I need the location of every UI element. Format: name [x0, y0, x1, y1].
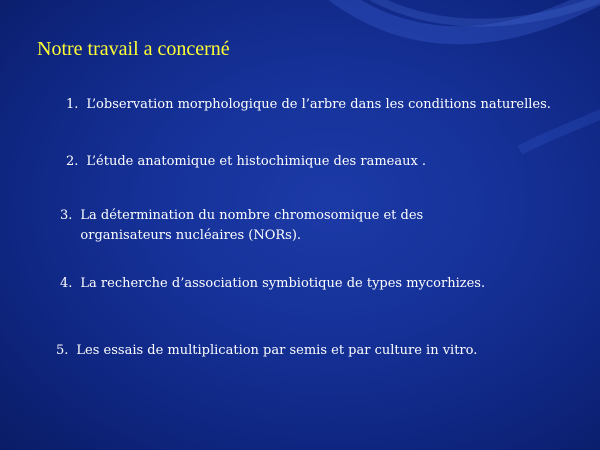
list-item-4 — [60, 274, 485, 294]
list-item-text: L’étude anatomique et histochimique des rameaux . — [86, 154, 427, 169]
list-item-number: 2. — [66, 154, 79, 169]
list-item-number: 5. — [56, 343, 69, 358]
list-item-text: L’observation morphologique de l’arbre dans les conditions naturelles. — [86, 97, 551, 112]
list-item-5 — [56, 341, 477, 361]
list-item-number: 4. — [60, 276, 73, 291]
list-item-1 — [66, 95, 551, 115]
list-item-number: 1. — [66, 97, 79, 112]
list-item-text: Les essais de multiplication par semis et par culture in vitro. — [76, 343, 478, 358]
list-item-text: La recherche d’association symbiotique de types mycorhizes. — [80, 276, 486, 291]
list-item-text-line-2: organisateurs nucléaires (NORs). — [80, 228, 302, 243]
slide-title: Notre travail a concerné — [37, 38, 230, 60]
list-item-text-line-1: La détermination du nombre chromosomique et des — [80, 208, 424, 223]
list-item-number: 3. — [60, 208, 73, 223]
list-item-2 — [66, 152, 426, 172]
list-item-3 — [60, 206, 423, 246]
